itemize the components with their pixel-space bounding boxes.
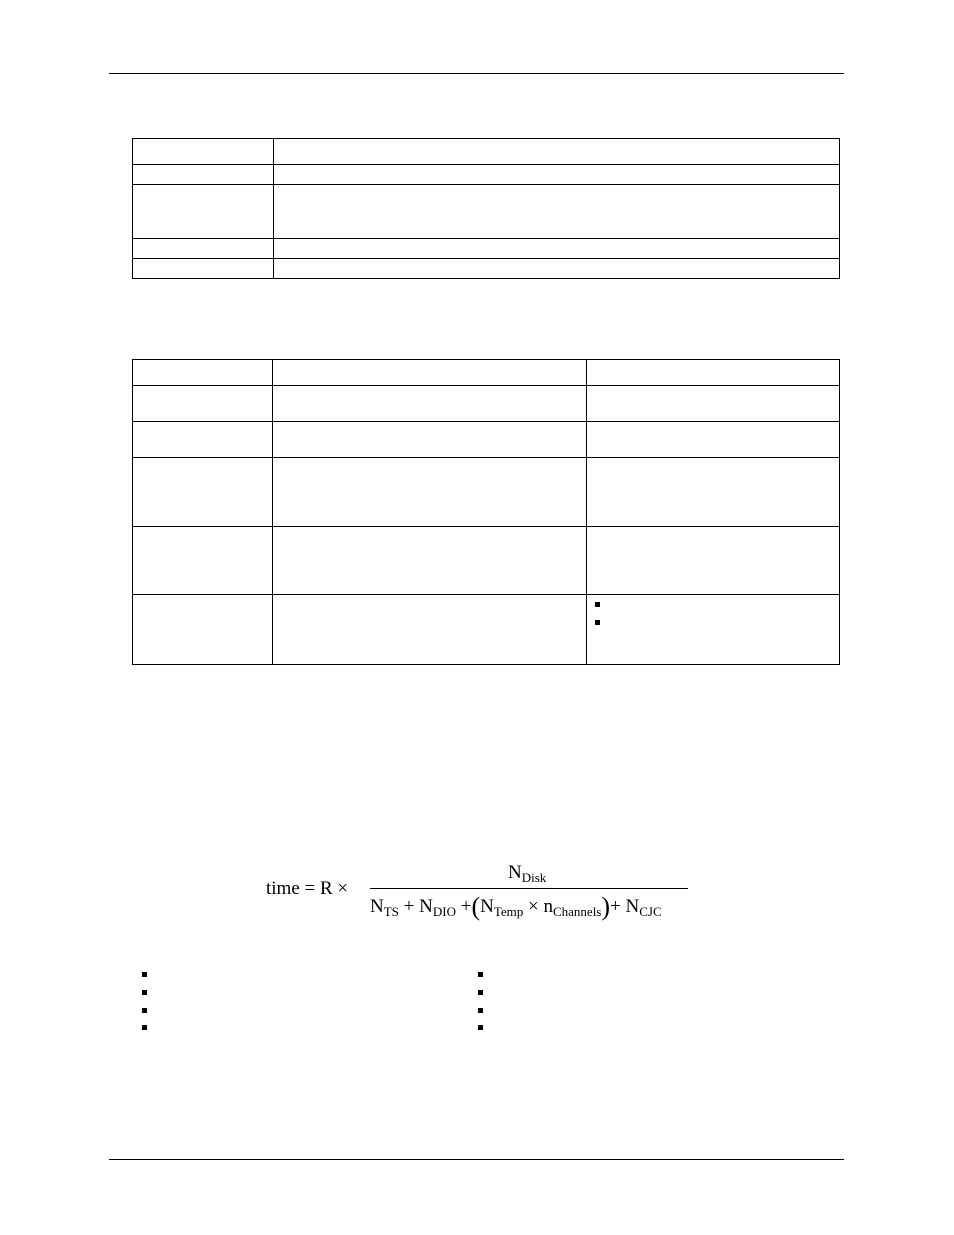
table-row (133, 239, 840, 259)
numerator-subscript: Disk (521, 870, 547, 885)
table-row (133, 595, 840, 665)
table-cell (274, 165, 840, 185)
table-2 (132, 359, 840, 665)
table-cell (133, 239, 274, 259)
formula-denominator (370, 892, 662, 922)
den-operator: + (610, 896, 626, 917)
table-cell (133, 422, 273, 458)
fraction-bar (370, 888, 688, 889)
table-cell (274, 185, 840, 239)
den-term: N (370, 896, 384, 917)
square-bullet-icon (478, 990, 483, 995)
table-row (133, 185, 840, 239)
table-cell (274, 139, 840, 165)
time-formula (266, 862, 696, 922)
den-subscript: TS (383, 904, 399, 919)
table-row (133, 527, 840, 595)
table-cell (273, 422, 587, 458)
table-cell (133, 139, 274, 165)
table-row (133, 458, 840, 527)
square-bullet-icon (142, 1008, 147, 1013)
footer-rule (109, 1159, 844, 1160)
square-bullet-icon (478, 1025, 483, 1030)
table-row (133, 360, 840, 386)
table-cell-bulleted (587, 595, 840, 665)
table-row (133, 386, 840, 422)
den-operator: + (398, 896, 420, 917)
den-operator: + (455, 896, 472, 917)
den-subscript: Channels (552, 904, 602, 919)
table-row (133, 165, 840, 185)
square-bullet-icon (595, 602, 600, 607)
table-cell (587, 527, 840, 595)
table-cell (587, 458, 840, 527)
table-cell (587, 386, 840, 422)
table-cell (133, 386, 273, 422)
table-cell (133, 165, 274, 185)
formula-numerator (508, 862, 546, 886)
table-cell (133, 360, 273, 386)
table-row (133, 259, 840, 279)
square-bullet-icon (478, 1008, 483, 1013)
table-cell (274, 239, 840, 259)
den-term: N (625, 896, 640, 917)
table-cell (274, 259, 840, 279)
den-paren: ) (601, 892, 611, 921)
table-cell (133, 527, 273, 595)
table-cell (273, 527, 587, 595)
den-term: N (480, 896, 494, 917)
square-bullet-icon (142, 972, 147, 977)
table-cell (587, 422, 840, 458)
table-cell (133, 259, 274, 279)
table-cell (133, 595, 273, 665)
table-cell (273, 458, 587, 527)
table-row (133, 422, 840, 458)
header-rule (109, 73, 844, 74)
den-subscript: CJC (639, 904, 662, 919)
den-subscript: Temp (493, 904, 524, 919)
table-cell (133, 185, 274, 239)
den-term: n (543, 896, 553, 917)
numerator-symbol: N (508, 862, 522, 883)
den-paren: ( (471, 892, 481, 921)
table-cell (273, 595, 587, 665)
square-bullet-icon (478, 972, 483, 977)
den-subscript: DIO (432, 904, 456, 919)
table-row (133, 139, 840, 165)
den-term: N (419, 896, 433, 917)
formula-lhs: time = R × (266, 878, 349, 899)
den-operator: × (523, 896, 544, 917)
table-cell (273, 360, 587, 386)
table-cell (133, 458, 273, 527)
square-bullet-icon (595, 620, 600, 625)
table-cell (273, 386, 587, 422)
table-1 (132, 138, 840, 279)
table-cell (587, 360, 840, 386)
square-bullet-icon (142, 990, 147, 995)
square-bullet-icon (142, 1025, 147, 1030)
